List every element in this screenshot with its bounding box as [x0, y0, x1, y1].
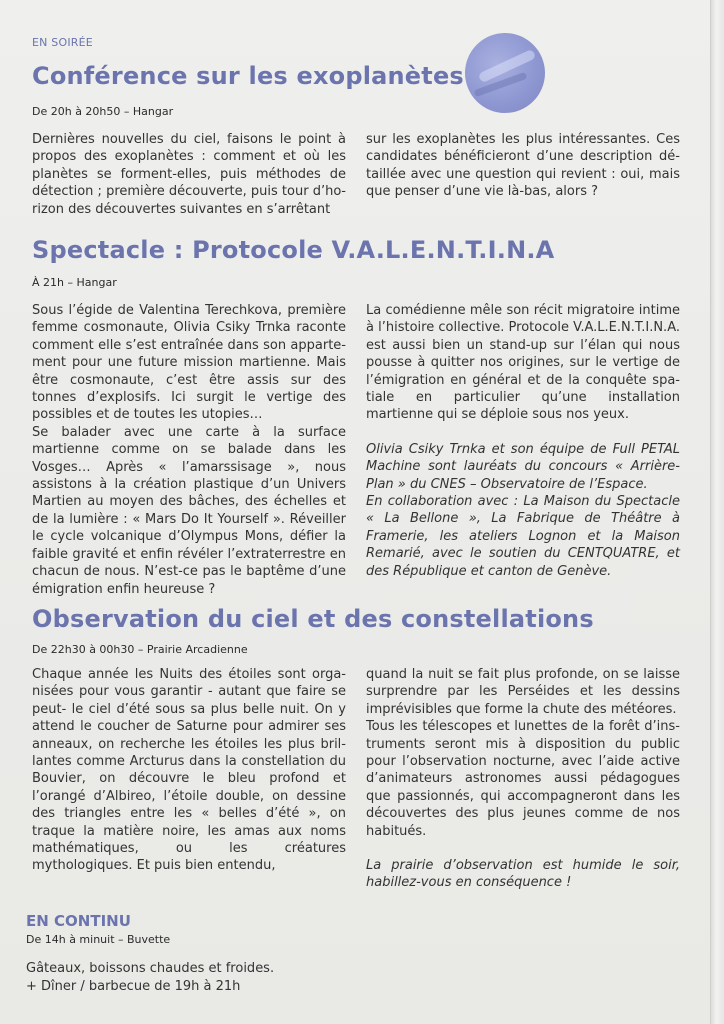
continu-line: Gâteaux, boissons chaudes et froides.: [26, 961, 275, 976]
section-body-right-observation: [366, 666, 680, 892]
page-edge: [710, 0, 724, 1024]
paragraph: Dernières nouvelles du ciel, faisons le point à propos des exoplanètes : comment et où les planètes se forment-elles, puis méthodes de détection ; première découverte, puis tour d’horizon des découvertes suivantes en s’arrêtant: [32, 132, 346, 217]
paragraph: La comédienne mêle son récit migratoire intime à l’histoire collective. Protocole V.A.L.E.N.T.I.N.A. est aussi bien un stand-up sur l’élan qui nous pousse à quitter nos origines, sur le vertige de l’émigration en général et de la conquête spatiale en particulier qu’une installation martienne qui se déploie sous nos yeux.: [366, 303, 680, 423]
section-title-observation: Observation du ciel et des constellations: [32, 605, 594, 633]
section-body-left-spectacle: [32, 302, 346, 598]
section-body-left-observation: [32, 666, 346, 875]
credits-paragraph: Olivia Csiky Trnka et son équipe de Full PETAL Machine sont lauréats du concours « Arrière-Plan » du CNES – Observatoire de l’Espace.: [366, 441, 680, 492]
section-body-left-exoplanetes: [32, 131, 346, 218]
planet-illustration: [465, 33, 545, 113]
section-body-right-exoplanetes: [366, 131, 680, 201]
section-title-spectacle: Spectacle : Protocole V.A.L.E.N.T.I.N.A: [32, 236, 555, 264]
paragraph: Se balader avec une carte à la surface martienne comme on se balade dans les Vosges… Après « l’amarssisage », nous assistons à la création plastique d’un Univers Martien au moyen des bâches, des échelles et de la lumière : « Mars Do It Yourself ». Réveiller le cycle volcanique d’Olympus Mons, défier la faible gravité et enfin révéler l’extraterrestre en chacun de nous. N’est-ce pas le baptême d’une émigration enfin heureuse ?: [32, 424, 346, 597]
continu-meta: De 14h à minuit – Buvette: [26, 933, 171, 946]
continu-title: EN CONTINU: [26, 912, 131, 930]
paragraph: quand la nuit se fait plus profonde, on se laisse surprendre par les Perséides et les dessins imprévisibles que forme la chute des météores.: [366, 667, 680, 717]
continu-body: [26, 960, 274, 996]
note-paragraph: La prairie d’observation est humide le soir, habillez-vous en conséquence !: [366, 858, 680, 891]
section-kicker: EN SOIRÉE: [32, 36, 93, 49]
section-meta-exoplanetes: De 20h à 20h50 – Hangar: [32, 105, 174, 118]
paragraph: sur les exoplanètes les plus intéressantes. Ces candidates bénéficieront d’une description détaillée avec une question qui revient : oui, mais que penser d’une vie là-bas, alors ?: [366, 132, 680, 200]
paragraph: Tous les télescopes et lunettes de la forêt d’instruments seront mis à disposition du public pour l’observation nocturne, avec l’aide active d’animateurs astronomes aussi pédagogues que passionnés, qui accompagneront dans les découvertes des plus jeunes comme de nos habitués.: [366, 719, 680, 839]
section-meta-observation: De 22h30 à 00h30 – Prairie Arcadienne: [32, 643, 248, 656]
credits-paragraph: En collaboration avec : La Maison du Spectacle « La Bellone », La Fabrique de Théâtre à Framerie, les ateliers Lognon et la Maison Remarié, avec le soutien du CENTQUATRE, et des République et canton de Genève.: [366, 494, 680, 579]
section-title-exoplanetes: Conférence sur les exoplanètes: [32, 62, 464, 90]
continu-line: + Dîner / barbecue de 19h à 21h: [26, 979, 241, 994]
section-body-right-spectacle: [366, 302, 680, 580]
paragraph: Sous l’égide de Valentina Terechkova, première femme cosmonaute, Olivia Csiky Trnka raconte comment elle s’est entraînée dans son appartement pour une future mission martienne. Mais être cosmonaute, c’est être assis sur des tonnes d’explosifs. Ici surgit le vertige des possibles et de toutes les utopies…: [32, 303, 346, 423]
section-meta-spectacle: À 21h – Hangar: [32, 276, 117, 289]
paragraph: Chaque année les Nuits des étoiles sont organisées pour vous garantir - autant que faire se peut- le ciel d’été sous sa plus belle nuit. On y attend le coucher de Saturne pour admirer ses anneaux, on recherche les étoiles les plus brillantes comme Arcturus dans la constellation du Bouvier, on découvre le bleu profond et l’orangé d’Albireo, l’étoile double, on dessine des triangles entre les « belles d’été », on traque la matière noire, les amas aux noms mathématiques, ou les créatures mythologiques. Et puis bien entendu,: [32, 667, 346, 874]
